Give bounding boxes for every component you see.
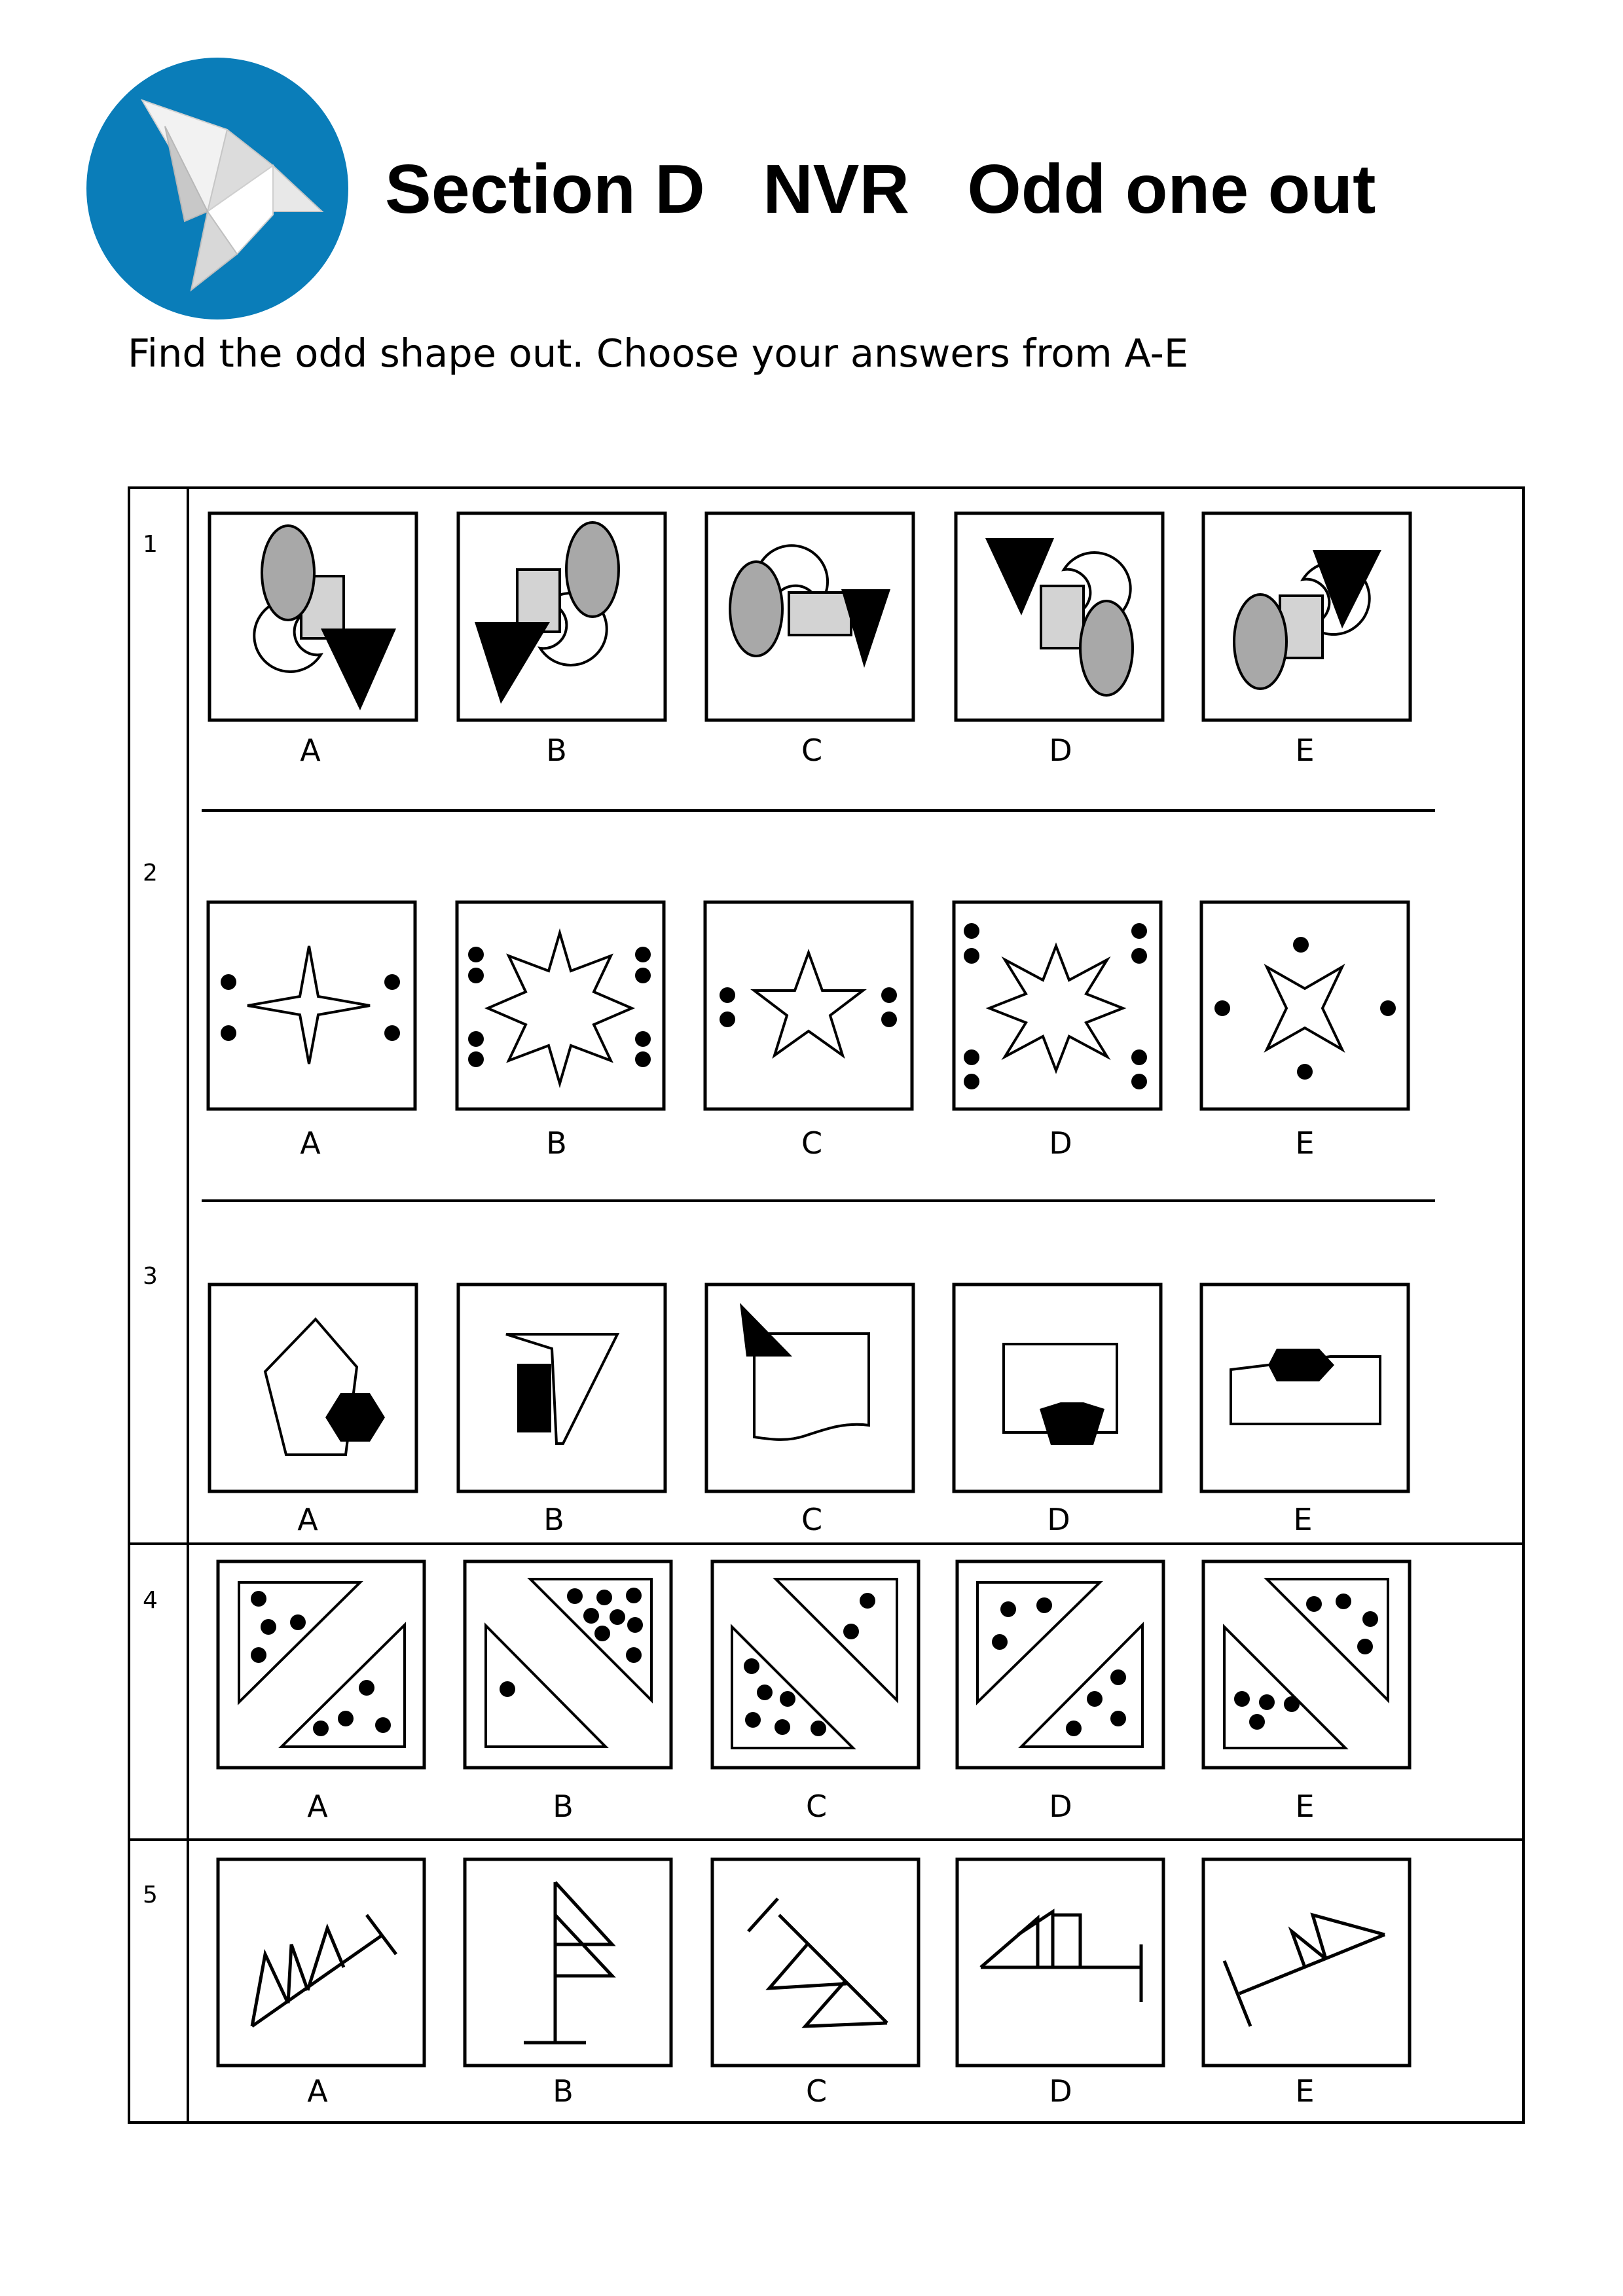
option-label: E (1295, 733, 1315, 768)
option-label: B (546, 1125, 567, 1161)
option-label: E (1295, 2073, 1315, 2109)
option-box[interactable] (465, 1859, 671, 2109)
question-number: 1 (143, 531, 158, 558)
question-number: 5 (143, 1882, 158, 1908)
option-label: A (297, 1502, 318, 1537)
option-box[interactable] (1203, 1561, 1410, 1824)
option-label: C (805, 2073, 828, 2109)
option-label: A (307, 1789, 328, 1824)
option-label: A (300, 1125, 321, 1161)
option-box[interactable] (705, 902, 912, 1161)
option-box[interactable] (218, 1859, 424, 2109)
instructions: Find the odd shape out. Choose your answers from A-E (128, 331, 1189, 376)
option-label: A (300, 733, 321, 768)
option-box[interactable] (465, 1561, 671, 1824)
option-label: D (1047, 1502, 1070, 1537)
option-box[interactable] (957, 1561, 1163, 1824)
option-box[interactable] (706, 1285, 913, 1537)
option-box[interactable] (218, 1561, 424, 1824)
option-label: C (805, 1789, 828, 1824)
option-label: D (1049, 1789, 1072, 1824)
question-number: 4 (143, 1587, 158, 1614)
question-2 (208, 902, 1408, 1161)
option-box[interactable] (706, 513, 913, 768)
option-box[interactable] (1201, 902, 1408, 1161)
option-label: C (801, 1125, 823, 1161)
option-box[interactable] (1203, 513, 1410, 768)
option-label: B (553, 1789, 574, 1824)
option-label: D (1049, 2073, 1072, 2109)
option-label: E (1293, 1502, 1313, 1537)
option-label: C (801, 1502, 823, 1537)
page-title: Section D NVR Odd one out (385, 151, 1376, 228)
option-label: E (1295, 1125, 1315, 1161)
option-box[interactable] (210, 513, 416, 768)
option-label: D (1049, 1125, 1072, 1161)
option-box[interactable] (1203, 1859, 1410, 2109)
option-box[interactable] (458, 513, 665, 768)
option-box[interactable] (954, 902, 1161, 1161)
question-number: 2 (143, 860, 158, 886)
option-box[interactable] (712, 1561, 919, 1824)
option-box[interactable] (210, 1285, 416, 1537)
option-label: C (801, 733, 823, 768)
option-label: B (546, 733, 567, 768)
option-box[interactable] (457, 902, 664, 1161)
option-box[interactable] (458, 1285, 665, 1537)
question-number: 3 (143, 1263, 158, 1290)
option-box[interactable] (208, 902, 415, 1161)
question-4 (218, 1561, 1410, 1824)
option-box[interactable] (712, 1859, 919, 2109)
option-label: E (1295, 1789, 1315, 1824)
option-box[interactable] (954, 1285, 1161, 1537)
question-3 (210, 1285, 1408, 1537)
option-box[interactable] (957, 1859, 1163, 2109)
option-box[interactable] (1201, 1285, 1408, 1537)
option-label: B (543, 1502, 564, 1537)
question-5 (218, 1859, 1410, 2109)
option-label: A (307, 2073, 328, 2109)
question-1 (210, 513, 1410, 768)
option-box[interactable] (956, 513, 1163, 768)
option-label: B (553, 2073, 574, 2109)
option-label: D (1049, 733, 1072, 768)
